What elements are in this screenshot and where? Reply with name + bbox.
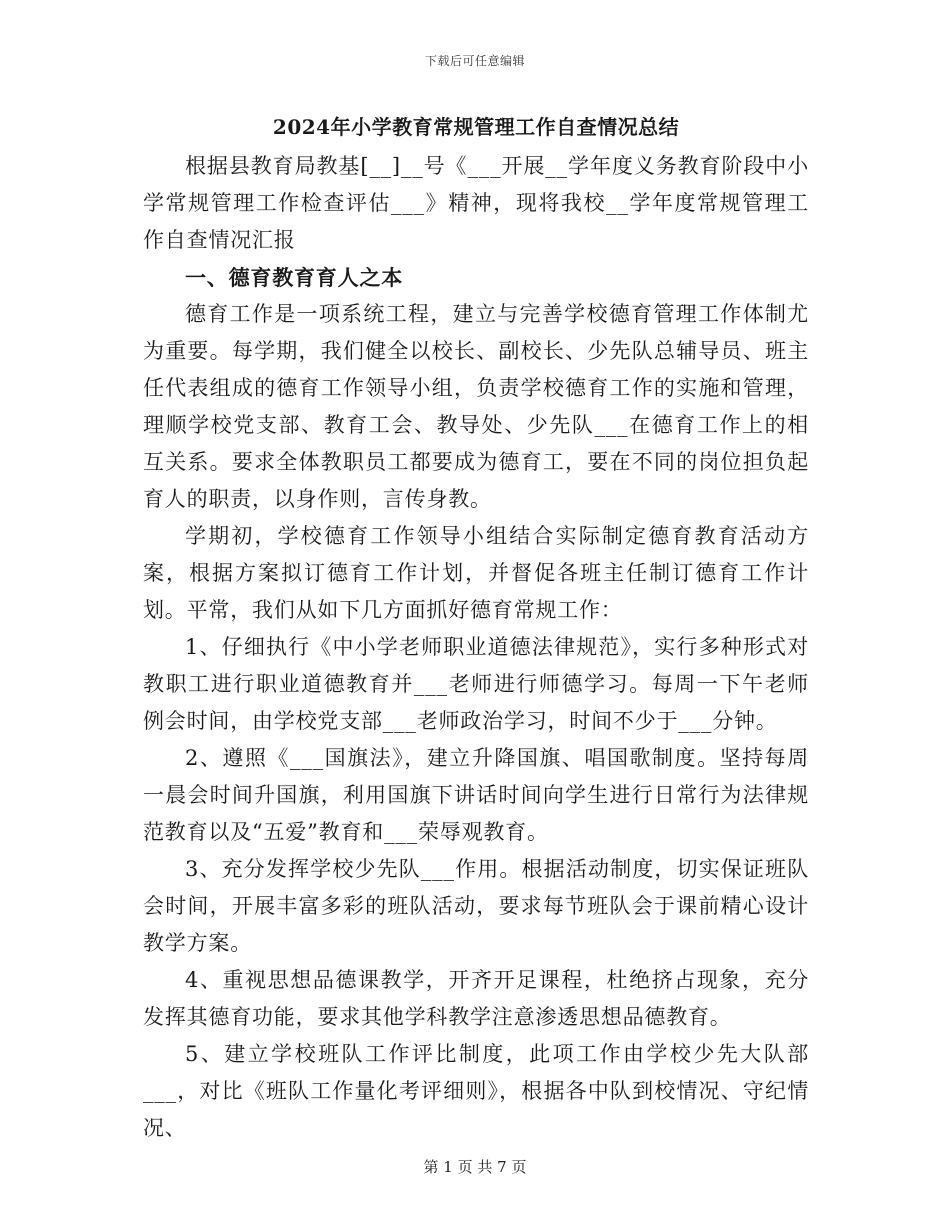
list-item-1: 1、仔细执行《中小学老师职业道德法律规范》，实行多种形式对教职工进行职业道德教育并___老师进行师德学习。每周一下午老师例会时间，由学校党支部___老师政治学习，时间不少于___分钟。 [143,635,809,733]
page-number: 第 1 页 共 7 页 [423,1158,527,1176]
list-item-3: 3、充分发挥学校少先队___作用。根据活动制度，切实保证班队会时间，开展丰富多彩的班队活动，要求每节班队会于课前精心设计教学方案。 [143,857,809,955]
body-paragraph: 学期初，学校德育工作领导小组结合实际制定德育教育活动方案，根据方案拟订德育工作计划，并督促各班主任制订德育工作计划。平常，我们从如下几方面抓好德育常规工作： [143,524,809,622]
list-item-2: 2、遵照《___国旗法》，建立升降国旗、唱国歌制度。坚持每周一晨会时间升国旗，利用国旗下讲话时间向学生进行日常行为法律规范教育以及“五爱”教育和___荣辱观教育。 [143,746,809,844]
list-item-5: 5、建立学校班队工作评比制度，此项工作由学校少先大队部___，对比《班队工作量化考评细则》，根据各中队到校情况、守纪情况、 [143,1042,809,1140]
section-heading-moral-education: 一、德育教育育人之本 [185,265,403,290]
document-title: 2024年小学教育常规管理工作自查情况总结 [272,115,680,139]
document-body [143,110,809,1147]
intro-paragraph: 根据县教育局教基[__]__号《___开展__学年度义务教育阶段中小学常规管理工作检查评估___》精神，现将我校__学年度常规管理工作自查情况汇报 [143,154,809,252]
list-item-4: 4、重视思想品德课教学，开齐开足课程，杜绝挤占现象，充分发挥其德育功能，要求其他学科教学注意渗透思想品德教育。 [143,968,809,1029]
body-paragraph: 德育工作是一项系统工程，建立与完善学校德育管理工作体制尤为重要。每学期，我们健全以校长、副校长、少先队总辅导员、班主任代表组成的德育工作领导小组，负责学校德育工作的实施和管理，理顺学校党支部、教育工会、教导处、少先队___在德育工作上的相互关系。要求全体教职员工都要成为德育工，要在不同的岗位担负起育人的职责，以身作则，言传身教。 [143,302,809,511]
page-header-note: 下载后可任意编辑 [424,54,525,68]
